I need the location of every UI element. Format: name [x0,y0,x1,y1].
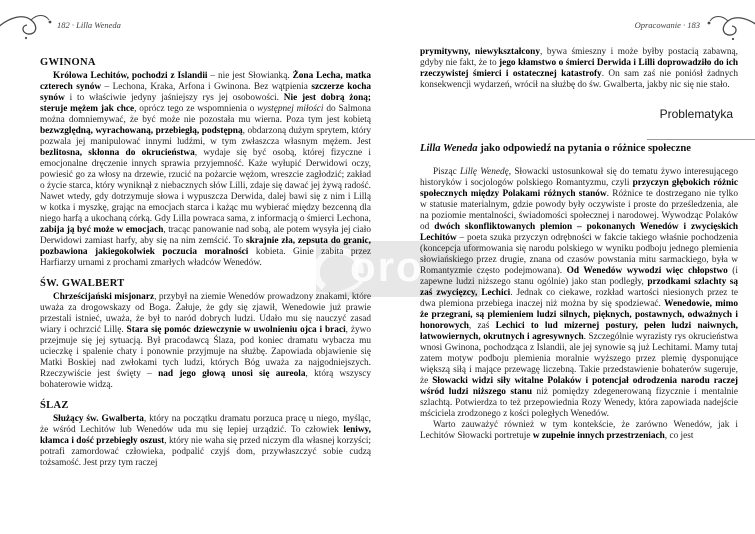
page-left [40,20,371,469]
watermark-text: oro [350,243,424,290]
paragraph-slaz-continuation: prymitywny, niewykształcony, bywa śmieszny i może byłby postacią zabawną, gdyby nie fakt, że to jego kłamstwo o śmierci Derwida i Lilli doprowadziło do ich rzeczywistej śmierci i ostatecznej katastrofy. On sam zaś nie poniósł żadnych konsekwencji wydarzeń, wrócił na służbę do św. Gwalberta, jakby nic się nie stało. [420,47,739,90]
problematyka-label: Problematyka [659,107,733,121]
paragraph-problematyka-1: Pisząc Lillę Wenedę, Słowacki ustosunkował się do tematu żywo interesującego historyków i socjologów polskiego Romantyzmu, czyli przyczyn głębokich różnic społecznych między Polakami różnych stanów. Różnice te dostrzegano nie tylko w statusie materialnym, gdzie powody były oczywiste i proste do prześledzenia, ale na poziomie mentalności, świadomości społecznej i narodowej. Wywodząc Polaków od dwóch skonfliktowanych plemion – pokonanych Wenedów i zwycięskich Lechitów – poeta szuka przyczyn odrębności w fakcie takiego właśnie pochodzenia (koncepcja uformowania się narodu polskiego w wyniku podboju jednego plemienia słowiańskiego przez drugie, znana od czasów powstania mitu sarmackiego, była w Romantyzmie często podejmowana). Od Wenedów wywodzi więc chłopstwo (i zapewne ludzi niższego stanu ogólnie) jako stan podległy, przodkami szlachty są zaś zwycięzcy, Lechici. Jednak co ciekawe, rozkład wartości niesionych przez te dwa plemiona przebiega inaczej niż można by się spodziewać. Wenedowie, mimo że przegrani, są plemieniem ludzi silnych, pięknych, postawnych, odważnych i honorowych, zaś Lechici to lud mizernej postury, pełen ludzi naiwnych, łatwowiernych, okrutnych i agresywnych. Szczególnie wyrazisty rys okrucieństwa wnosi Gwinona, pochodząca z Islandii, ale jej synowie są już Lechitami. Mamy tutaj zatem motyw podboju plemienia moralnie wyższego przez plemię dysponujące większą siłą i mające przewagę liczebną. Takie przedstawienie bohaterów sugeruje, że Słowacki widzi siły witalne Polaków i potencjał odrodzenia narodu raczej wśród ludzi niższego stanu niż pomiędzy zdegenerowaną fizycznie i mentalnie szlachtą. Potwierdza to też przepowiednia Rozy Wenedy, która zapowiada nadejście mściciela zrodzonego z kości poległych Wenedów. [420,167,739,419]
section-gwinona [40,56,371,269]
paragraph-problematyka-2: Warto zauważyć również w tym kontekście, że zarówno Wenedów, jak i Lechitów Słowacki portretuje w zupełnie innych przestrzeniach, co jest [420,420,738,441]
paragraph-gwinona: Królowa Lechitów, pochodzi z Islandii – nie jest Słowianką. Żona Lecha, matka czterech synów – Lechona, Kraka, Arfona i Gwinona. Bez wątpienia szczerze kocha synów i to właściwie jedyny jaśniejszy rys jej osobowości. Nie jest dobrą żoną; steruje mężem jak chce, oprócz tego ze wspomnienia o występnej miłości do Salmona można domniemywać, że być może nie pozostała mu wierna. Poza tym jest kobietą bezwzględną, wyrachowaną, przebiegłą, podstępną, obdarzoną dużym sprytem, który pozwala jej manipulować innymi ludźmi, w tym zwłaszcza własnym mężem. Jest bezlitosna, skłonna do okrucieństwa, wydaje się być osobą, której fizyczne i emocjonalne dręczenie innych sprawia przyjemność. Każe wyłupić Derwidowi oczy, powiesić go za włosy na drzewie, rzucić na pożarcie wężom, wreszcie zagłodzić; zakład o życie starca, który wyniknął z niebacznych słów Lilli, zdaje się dawać jej żywą radość. Nawet wtedy, gdy dotrzymuje słowa i wypuszcza Derwida, dalej bawi się z nim i Lillą w kotka i myszkę, grając na emocjach starca i każąc mu wybierać między bezcenną dla niego harfą a ukochaną córką. Gdy Lilla powraca sama, z informacją o śmierci Lechona, zabija ją być może w emocjach, tracąc panowanie nad sobą, ale potem wysyła jej ciało Derwidowi zamiast harfy, aby się na nim zemścić. To skrajnie zła, zepsuta do granic, pozbawiona jakiegokolwiek poczucia moralności kobieta. Ginie zabita przez Harfiarzy urnami z prochami zmarłych władców Wenedów. [40,71,372,268]
running-header-left: 182 · Lilla Weneda [57,20,121,30]
subheading-lilla-weneda: Lilla Weneda jako odpowiedź na pytania o różnice społeczne [420,143,691,154]
paragraph-slaz: Służący św. Gwalberta, który na początku dramatu porzuca pracę u niego, myśląc, że wśród Lechitów lub Wenedów uda mu się lepiej urządzić. To człowiek leniwy, kłamca i dość przebiegły oszust, który nie waha się przed niczym dla własnej korzyści; potrafi zamordować człowieka, podpalić czyjś dom, przywłaszczyć sobie cudzą tożsamość. Jest przy tym raczej [40,414,372,468]
section-heading-sw-gwalbert: ŚW. GWALBERT [40,278,125,289]
page-right [420,20,738,442]
flourish-right-icon [707,13,755,43]
flourish-left-icon [0,12,52,42]
section-heading-gwinona: GWINONA [40,57,96,68]
section-slaz [40,399,371,469]
paragraph-sw-gwalbert: Chrześcijański misjonarz, przybył na ziemie Wenedów prowadzony znakami, które uważa za drogowskazy od Boga. Żałuje, że gdy się zjawił, Wenedowie już prawie przestali istnieć, uważa, że był to naród dobrych ludzi. Udało mu się nauczyć zasad wiary i ochrzcić Lillę. Stara się pomóc dziewczynie w uwolnieniu ojca i braci, żywo przejmuje się jej sytuacją. Był pracodawcą Ślaza, pod koniec dramatu wybacza mu ucieczkę i spalenie chaty i ponownie przyjmuje na służbę. Zapowiada objawienie się Matki Boskiej nad zwłokami tych ludzi, których Bóg uważa za najgodniejszych. Rzeczywiście jest święty – nad jego głową unosi się aureola, którą wszyscy bohaterowie widzą. [40,292,371,390]
section-heading-slaz: ŚLAZ [40,400,69,411]
running-header-right: Opracowanie · 183 [634,20,700,30]
section-sw-gwalbert [40,277,371,391]
